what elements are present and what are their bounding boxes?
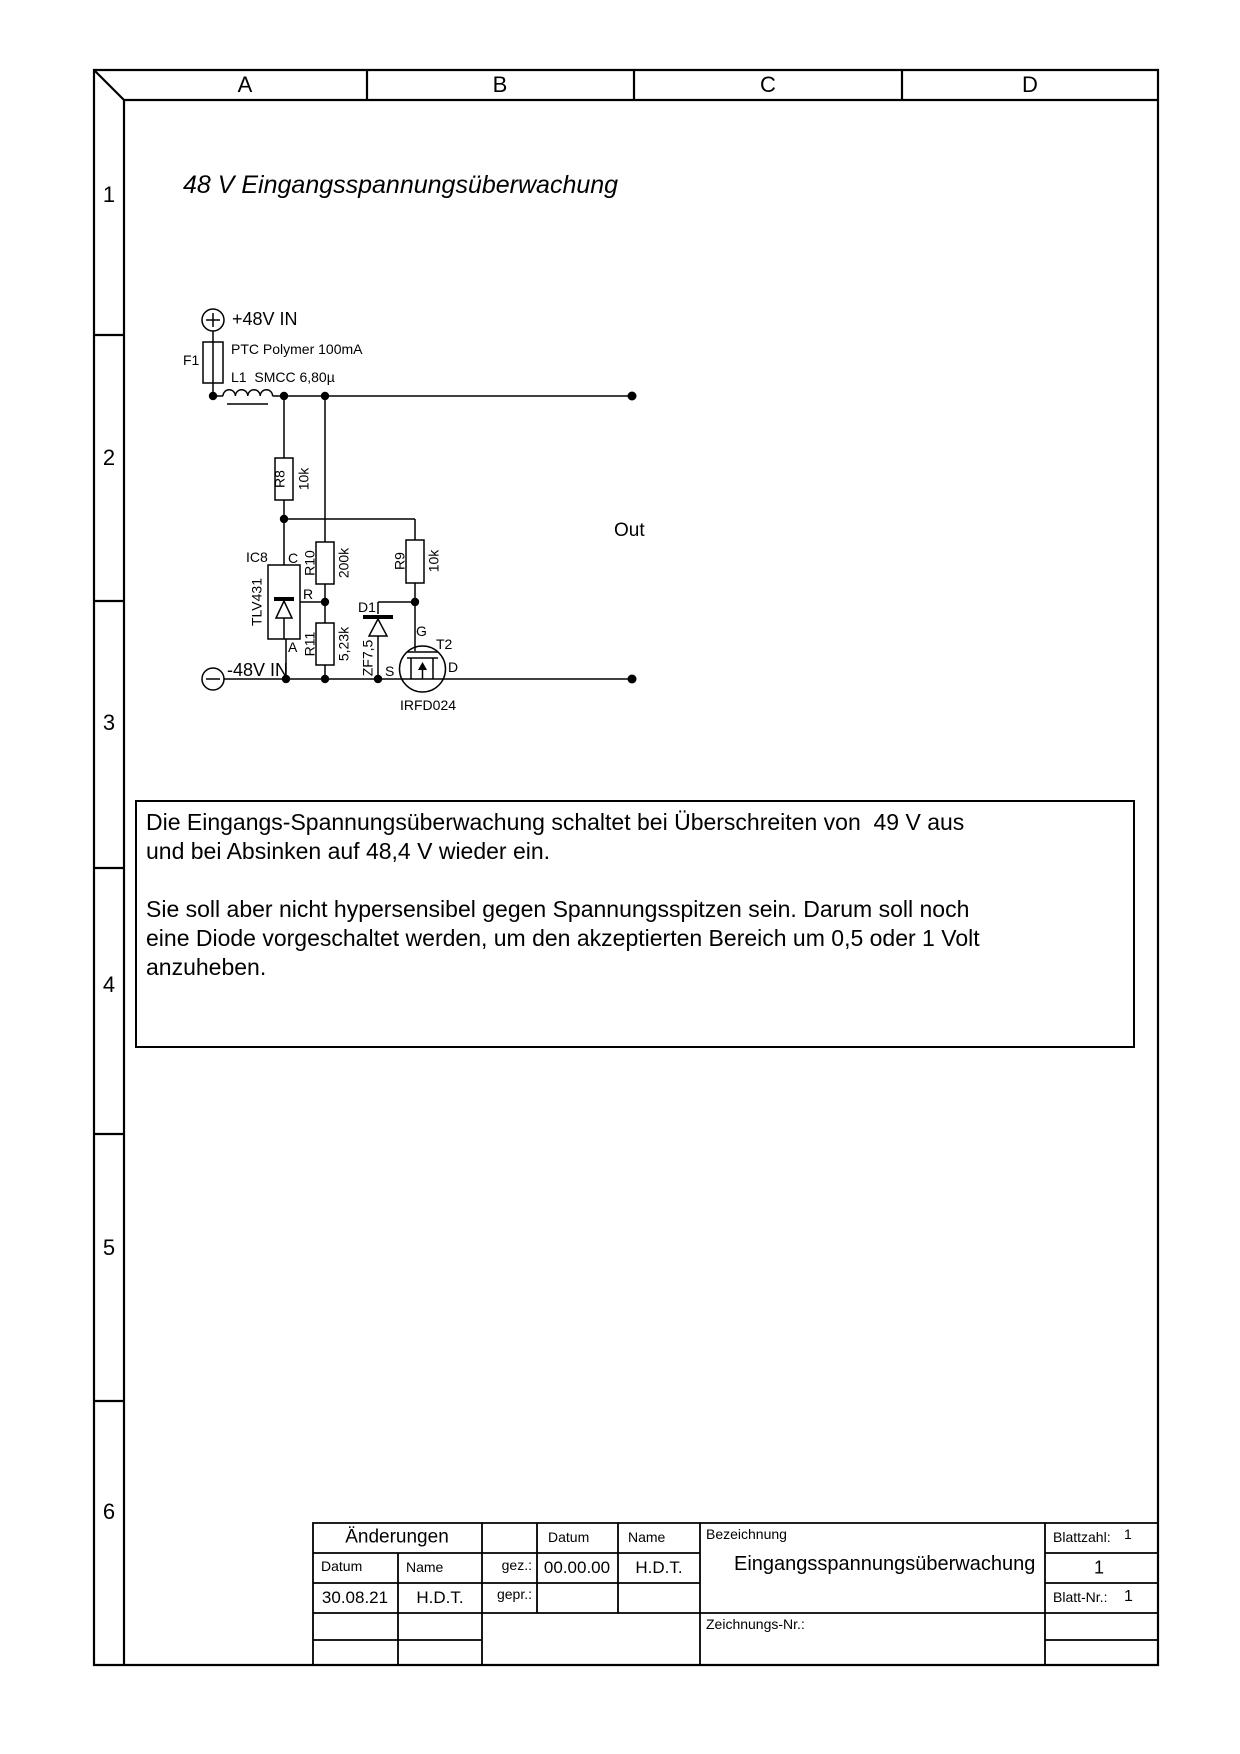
titleblock-aenderungen-name: H.D.T. xyxy=(416,1587,464,1607)
mosfet-t2-ref: T2 xyxy=(436,636,453,652)
titleblock-aenderungen-col-datum: Datum xyxy=(321,1558,363,1574)
terminal-neg-label: -48V IN xyxy=(227,660,289,680)
resistor-r8-value: 10k xyxy=(295,467,312,491)
titleblock-aenderungen-header: Änderungen xyxy=(345,1526,449,1548)
page-title: 48 V Eingangsspannungsüberwachung xyxy=(183,171,619,199)
inductor-label: L1 SMCC 6,80µ xyxy=(231,369,335,385)
titleblock-approval-col-name: Name xyxy=(628,1529,666,1545)
resistor-r9-value: 10k xyxy=(425,549,442,573)
titleblock-gez-datum: 00.00.00 xyxy=(543,1557,611,1577)
resistor-r10-value: 200k xyxy=(335,547,352,579)
titleblock-aenderungen-datum: 30.08.21 xyxy=(321,1587,389,1607)
note-line: Sie soll aber nicht hypersensibel gegen Spannungsspitzen sein. Darum soll noch xyxy=(146,896,970,922)
resistor-r11-ref: R11 xyxy=(301,631,318,657)
note-line xyxy=(146,866,1123,895)
titleblock-zeichnungs-nr-label: Zeichnungs-Nr.: xyxy=(706,1616,805,1632)
titleblock-blatt-count: 1 xyxy=(1093,1557,1105,1578)
titleblock-aenderungen-col-name: Name xyxy=(406,1559,444,1575)
titleblock-blatt-nr-value: 1 xyxy=(1124,1588,1133,1605)
note-line: eine Diode vorgeschaltet werden, um den akzeptierten Bereich um 0,5 oder 1 Volt xyxy=(146,925,980,951)
note-line: und bei Absinken auf 48,4 V wieder ein. xyxy=(146,838,551,864)
fuse-value: PTC Polymer 100mA xyxy=(231,341,363,357)
ic8-pin-r: R xyxy=(303,586,314,602)
t2-pin-g: G xyxy=(416,623,427,639)
ic8-ref: IC8 xyxy=(246,549,268,565)
grid-column-label-d: D xyxy=(1022,72,1038,98)
titleblock-bezeichnung-value: Eingangsspannungsüberwachung xyxy=(734,1553,1036,1575)
mosfet-t2-value: IRFD024 xyxy=(400,697,457,713)
grid-column-label-b: B xyxy=(492,72,508,98)
titleblock-blattzahl-value: 1 xyxy=(1124,1526,1132,1542)
out-label: Out xyxy=(614,520,645,541)
grid-row-label-1: 1 xyxy=(102,182,116,208)
note-box xyxy=(135,800,1135,1048)
grid-row-label-2: 2 xyxy=(102,445,116,471)
diode-d1-value: ZF7,5 xyxy=(359,639,376,677)
ic8-pin-a: A xyxy=(288,639,298,655)
titleblock-blattzahl-label: Blattzahl: xyxy=(1053,1529,1111,1545)
ic8-pin-c: C xyxy=(288,550,299,566)
titleblock-gez-name: H.D.T. xyxy=(635,1557,683,1577)
t2-pin-s: S xyxy=(385,663,395,679)
note-line: anzuheben. xyxy=(146,954,267,980)
ic8-value: TLV431 xyxy=(248,578,265,626)
titleblock-gepr-label: gepr.: xyxy=(496,1586,532,1602)
titleblock-bezeichnung-label: Bezeichnung xyxy=(706,1526,787,1542)
grid-column-label-c: C xyxy=(760,72,776,98)
resistor-r10-ref: R10 xyxy=(301,550,318,576)
note-line: Die Eingangs-Spannungsüberwachung schaltet bei Überschreiten von 49 V aus xyxy=(146,809,965,835)
grid-row-label-5: 5 xyxy=(102,1235,116,1261)
diode-d1-ref: D1 xyxy=(358,599,376,615)
grid-row-label-4: 4 xyxy=(102,972,116,998)
resistor-r8-ref: R8 xyxy=(271,470,288,488)
grid-row-label-3: 3 xyxy=(102,710,116,736)
titleblock-blatt-nr-label: Blatt-Nr.: xyxy=(1053,1589,1108,1605)
grid-row-label-6: 6 xyxy=(102,1499,116,1525)
resistor-r9-ref: R9 xyxy=(391,552,408,570)
t2-pin-d: D xyxy=(448,659,459,675)
fuse-ref: F1 xyxy=(183,352,200,368)
terminal-pos-label: +48V IN xyxy=(232,309,298,329)
grid-column-label-a: A xyxy=(237,72,253,98)
titleblock-gez-label: gez.: xyxy=(501,1557,532,1573)
titleblock-approval-col-datum: Datum xyxy=(548,1529,590,1545)
resistor-r11-value: 5,23k xyxy=(335,626,352,662)
